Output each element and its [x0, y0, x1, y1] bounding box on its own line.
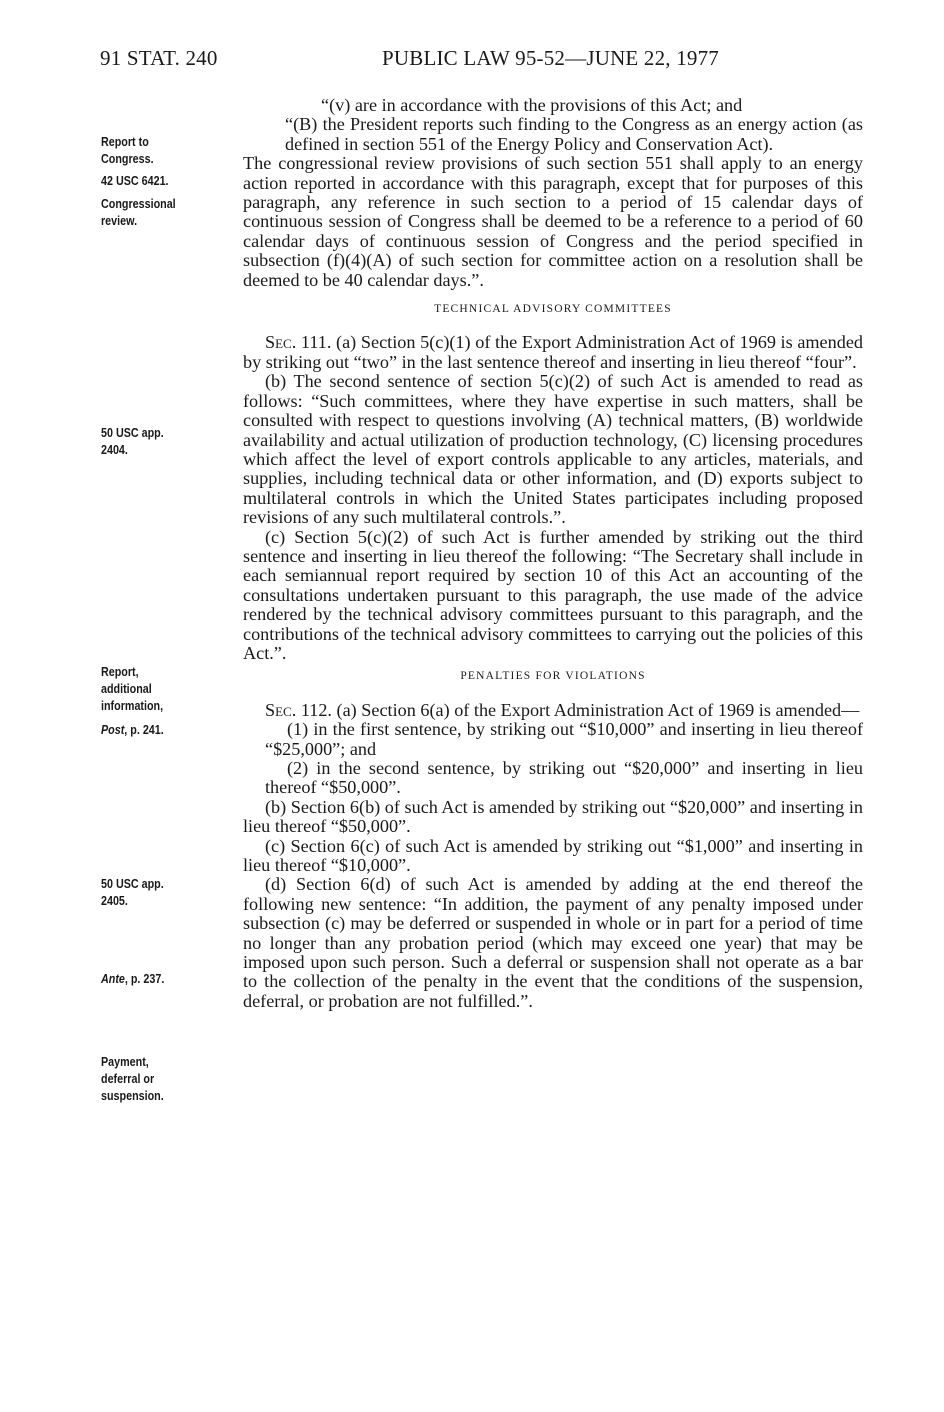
sec-112-a-1: (1) in the first sentence, by striking out “$10,000” and inserting in lieu thereof “$25,000”; and: [265, 719, 863, 759]
margin-note-congressional-review: [101, 196, 204, 230]
margin-note-line: 2404.: [101, 443, 128, 457]
margin-note-line: , p. 237.: [124, 972, 165, 986]
section-text: (a) Section 5(c)(1) of the Export Administration Act of 1969 is amended by striking out “two” in the last sentence thereof and inserting in lieu thereof “four”.: [243, 332, 863, 372]
sec-112-d: (d) Section 6(d) of such Act is amended by adding at the end thereof the following new sentence: “In addition, the payment of any penalty imposed under subsection (c) may be deferred or suspended in whole or in part for a period of time no longer than any probation period (which may exceed one year) that may be imposed upon such person. Such a deferral or suspension shall not operate as a bar to the collection of the penalty in the event that the conditions of the suspension, deferral, or probation are not fulfilled.”.: [243, 874, 863, 1011]
margin-note-usc-2404: [101, 425, 204, 459]
margin-note-report-additional-info: [101, 664, 204, 715]
sec-112-c: (c) Section 6(c) of such Act is amended by striking out “$1,000” and inserting in lieu thereof “$10,000”.: [243, 835, 863, 876]
sec-111-b: (b) The second sentence of section 5(c)(2) of such Act is amended to read as follows: “Such committees, where they have expertise in such matters, shall be consulted with respect to questions involving (A) technical matters, (B) worldwide availability and actual utilization of production technology, (C) licensing procedures which affect the level of export controls applicable to any articles, materials, and supplies, including technical data or other information, and (D) exports subject to multilateral controls in which the United States participates including proposed revisions of any such multilateral controls.”.: [243, 371, 863, 528]
section-label: Sec. 112.: [265, 699, 332, 720]
clause-v: “(v) are in accordance with the provisions of this Act; and: [321, 95, 743, 115]
margin-note-line: 50 USC app.: [101, 877, 164, 891]
clause-b: “(B) the President reports such finding to the Congress as an energy action (as defined in section 551 of the Energy Policy and Conservation Act).: [285, 114, 863, 154]
margin-note-line: deferral or: [101, 1072, 155, 1086]
margin-note-line: Payment,: [101, 1055, 149, 1069]
statute-page-reference: 91 STAT. 240: [100, 46, 218, 70]
margin-note-line: information,: [101, 699, 164, 713]
sec-111-c: (c) Section 5(c)(2) of such Act is further amended by striking out the third sentence and inserting in lieu thereof the following: “The Secretary shall include in each semiannual report required by section 10 of this Act an accounting of the consultations undertaken pursuant to this paragraph, the use made of the advice rendered by the technical advisory committees pursuant to this paragraph, and the contributions of the technical advisory committees to carrying out the policies of this Act.”.: [243, 526, 863, 663]
margin-note-report-to-congress: [101, 134, 204, 168]
sec-112-a: [243, 701, 863, 720]
sec-111-a: [243, 333, 863, 372]
margin-note-line: 50 USC app.: [101, 426, 164, 440]
section-label: Sec. 111.: [265, 332, 332, 353]
margin-note-usc-2405: [101, 876, 204, 910]
margin-note-line: 2405.: [101, 894, 128, 908]
page-title: PUBLIC LAW 95-52—JUNE 22, 1977: [382, 46, 720, 70]
margin-note-line: 42 USC 6421.: [101, 174, 169, 188]
sec-112-b: (b) Section 6(b) of such Act is amended by striking out “$20,000” and inserting in lieu thereof “$50,000”.: [243, 796, 863, 837]
margin-note-post-p241: [101, 722, 204, 739]
margin-note-ante-p237: [101, 971, 204, 988]
congressional-review-paragraph: The congressional review provisions of such section 551 shall apply to an energy action reported in accordance with this paragraph, except that for purposes of this paragraph, any reference in such section to a period of 15 calendar days of continuous session of Congress shall be deemed to be a reference to a period of 60 calendar days of continuous session of Congress and the period specified in subsection (f)(4)(A) of such section for committee action on a resolution shall be deemed to be 40 calendar days.”.: [243, 153, 863, 290]
margin-note-line: Report,: [101, 665, 139, 679]
section-heading-penalties: PENALTIES FOR VIOLATIONS: [460, 670, 646, 683]
margin-note-line: additional: [101, 682, 152, 696]
margin-note-line: Congressional: [101, 197, 176, 211]
section-heading-technical-advisory: TECHNICAL ADVISORY COMMITTEES: [434, 303, 672, 316]
margin-note-payment-deferral: [101, 1054, 204, 1105]
body-text-column: [243, 96, 863, 1011]
margin-note-line: , p. 241.: [124, 723, 164, 737]
margin-note-line: Report to: [101, 135, 149, 149]
section-text: (a) Section 6(a) of the Export Administration Act of 1969 is amended—: [331, 699, 860, 720]
margin-note-usc-6421: [101, 173, 204, 190]
margin-note-line: Congress.: [101, 152, 154, 166]
margin-note-italic: Post: [101, 723, 125, 737]
margin-note-line: suspension.: [101, 1089, 164, 1103]
sec-112-a-2: (2) in the second sentence, by striking out “$20,000” and inserting in lieu thereof “$50,000”.: [265, 758, 863, 798]
page-header: [100, 46, 870, 76]
margin-note-line: review.: [101, 214, 138, 228]
margin-note-italic: Ante: [101, 972, 125, 986]
